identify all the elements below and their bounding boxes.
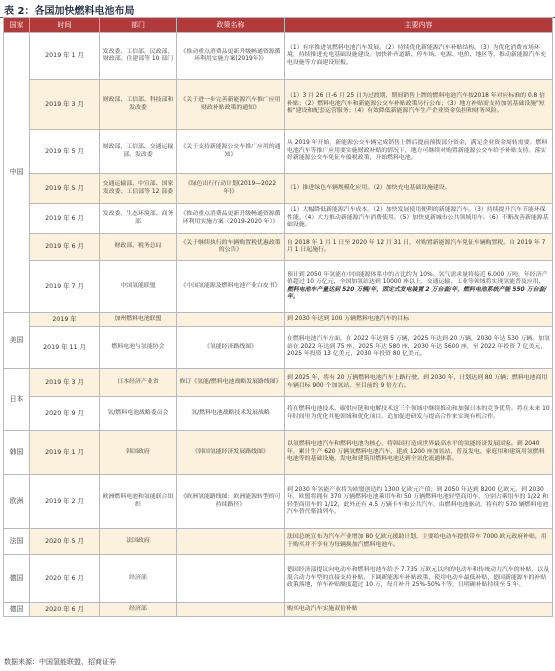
policy-cell: 《推动重点消费品更新升级畅通资源循环利用实施方案(2019年)》 xyxy=(177,33,285,80)
header-policy: 政策名称 xyxy=(177,18,285,33)
highlighted-text: 燃料电池车产量达到 520 万辆/年，固定式发电装置 2 万台套/年，燃料电池系统产能 550 万台套/年。 xyxy=(287,286,547,300)
table-row xyxy=(4,174,553,204)
content-cell: （1）大幅降低新能源汽车成本。（2）加快发展使用便利的新能源汽车。（3）持续提升汽车节能环保性能。（4）大力推动新能源汽车消费使用。（5）加快更新城市公共领域用车。（6）不断改善新能源基础设施。 xyxy=(285,204,553,234)
dept-cell: 发改委、生态环境部、商务部 xyxy=(100,204,177,234)
content-cell: 德国经济部提议向电动车和燃料电池车给予 7.735 万欧元以内的电动车和传统动力汽车的补贴，以及混合动力车型的直接支持补贴，下调新能源车补贴政策，使用电动车最低补贴，德国新能源车的补贴政策落地，单车补贴额度超过 10 万，每月补升 25%-50%不等，且明确补贴持续至 5 年。 xyxy=(285,555,553,603)
time-cell: 2019 年 3 月 xyxy=(30,369,100,397)
content-cell: 从 2019 年开始，新能源公交车辆完成销售上牌后提前预拨部分资金，满足企业资金周转需要。燃料电池汽车等推广应用要实施财政补贴的情况下，地方可继续对购置新能源公交车给予补贴支持。落实好新能源公交车免征车船税政策，开始燃料电池。 xyxy=(285,130,553,174)
time-cell: 2019 年 5 月 xyxy=(30,130,100,174)
dept-cell: 加州燃料电池联盟 xyxy=(100,313,177,327)
policy-cell: 《氢能经济路线图》 xyxy=(177,327,285,369)
dept-cell: 韩国政府 xyxy=(100,431,177,475)
policy-table xyxy=(3,17,553,617)
policy-cell: 《关于继续执行的车辆购置税优惠政策的公告》 xyxy=(177,234,285,261)
table-row xyxy=(4,130,553,174)
time-cell: 2020 年 6 月 xyxy=(30,555,100,603)
data-source-note: 数据来源：中国氢能联盟、招商证券 xyxy=(4,658,116,666)
header-dept: 部门 xyxy=(100,18,177,33)
content-cell: 到 2030 年氢能产业将为欧盟创造约 1300 亿欧元产值；到 2050 年达到 8200 亿欧元。到 2030 年，欧盟将拥有 370 万辆燃料电池乘用车和 50 万辆燃料电池轻型商用车，分别占乘用车的 1/22 和轻型商用车的 1/12，此外还有 4.5 万辆卡车和公共汽车，由燃料电池驱动，将有约 570 辆燃料电池汽车替代柴油列车。 xyxy=(285,475,553,529)
dept-cell: 法国政府 xyxy=(100,529,177,555)
time-cell: 2019 年 1 月 xyxy=(30,431,100,475)
country-cell: 韩国 xyxy=(4,431,30,475)
policy-cell: 《中国氢能源及燃料电池产业白皮书》 xyxy=(177,261,285,313)
policy-cell xyxy=(177,313,285,327)
content-cell: 购买电动汽车实施双倍补贴 xyxy=(285,603,553,617)
dept-cell: 燃料电池与氢能协会 xyxy=(100,327,177,369)
policy-cell: 《推动重点消费品更新升级畅通资源循环利用实施方案（2019-2020 年）》 xyxy=(177,204,285,234)
policy-cell xyxy=(177,555,285,603)
dept-cell: 财政部、工信部、科技部和发改委 xyxy=(100,80,177,130)
policy-cell xyxy=(177,529,285,555)
dept-cell: 交通运输部、中宣部、国家发改委、工信部等 12 部委 xyxy=(100,174,177,204)
time-cell: 2020 年 6 月 xyxy=(30,603,100,617)
table-title: 表 2：各国加快燃料电池布局 xyxy=(4,6,135,17)
table-row xyxy=(4,475,553,529)
table-row xyxy=(4,555,553,603)
country-cell: 德国 xyxy=(4,603,30,617)
header-country: 国家 xyxy=(4,18,30,33)
table-row xyxy=(4,529,553,555)
content-cell: 以氢燃料电池汽车和燃料电池为核心，将韩国打造成世界最高水平的氢能经济发展国家。到 2040 年，累计生产 620 万辆氢燃料电池汽车，建成 1200 座加氢站，普及发电、家庭用和建筑用氢燃料电池等的基础设施，发电和建筑用燃料电池达到全氢化流通体系。 xyxy=(285,431,553,475)
dept-cell: 中国氢能联盟 xyxy=(100,261,177,313)
country-cell: 美国 xyxy=(4,313,30,369)
table-row xyxy=(4,327,553,369)
policy-cell: 《关于进一步完善新能源汽车推广应用财政补贴政策的通知》 xyxy=(177,80,285,130)
dept-cell: 日本经济产业省 xyxy=(100,369,177,397)
policy-cell: 《绿色出行行动计划(2019—2022 年)》 xyxy=(177,174,285,204)
time-cell: 2019 年 11 月 xyxy=(30,327,100,369)
content-cell: （1）3 月 26 日-6 月 25 日为过渡期，期间销售上牌的燃料电池汽车按2018 年对应标准的 0.8 倍补贴；（2）燃料电池汽车和新能源公交车补贴政策另行公布；（3）地方补贴需支持加氢基础设施"短板"建设和配套运营服务；（4）有效降低新能源汽车生产企业资金负担和财务风险。 xyxy=(285,80,553,130)
country-cell: 法国 xyxy=(4,529,30,555)
table-row xyxy=(4,431,553,475)
content-cell: （1）有序推进氢燃料电池汽车发展。（2）持续优化新能源汽车补贴结构。（3）为优化消费市场环境，持续推进充电基础设施建设。加快补齐道路、停车场、电源、电价、地区等，推动新能源汽车充电设施等方面建设短板。 xyxy=(285,33,553,80)
policy-cell: 氢/燃料电池战略技术发展战略 xyxy=(177,397,285,431)
header-time: 时间 xyxy=(30,18,100,33)
policy-cell: 修订《氢能/燃料电池战略发展路线图》 xyxy=(177,369,285,397)
content-cell: 将在燃料电池技术、碳供应链和电解技术这三个领域中继续推动和加强日本的竞争优势。将在未来 10 年时间里为优化其他领域和优化项目，追加促进研发与提高合作来实现有机合作。 xyxy=(285,397,553,431)
table-row xyxy=(4,234,553,261)
table-row xyxy=(4,397,553,431)
time-cell: 2019 年 1 月 xyxy=(30,33,100,80)
time-cell: 2019 年 2 月 xyxy=(30,475,100,529)
content-cell: 到 2030 年达到 100 万辆燃料电池汽车的目标 xyxy=(285,313,553,327)
dept-cell: 财政部、税务总局 xyxy=(100,234,177,261)
time-cell: 2020 年 5 月 xyxy=(30,529,100,555)
content-cell: 到 2025 年，将有 20 万辆燃料电池汽车上路行驶，到 2030 年，计划达到 80 万辆；燃料电池商用车辆目标 900 个加氢站，至目前约 9 倍左右。 xyxy=(285,369,553,397)
content-cell: 在燃料电池汽车方面，在 2022 年达到 5 万辆，2025 年达到 20 万辆，2030 年达 530 万辆。加氢站在 2022 年达到 75 座，2025 年达 580 座，2030 年达 5600 座，至 2022 年投资 7 亿美元，2025 年投资 13 亿美元，2030 年投资 80 亿美元。 xyxy=(285,327,553,369)
time-cell: 2019 年 6 月 xyxy=(30,234,100,261)
dept-cell: 欧洲燃料电池和氢能联合组织 xyxy=(100,475,177,529)
content-text: 预计到 2050 年氢能在中国能源体系中的占比约为 10%。氢气需求量将接近 6,000 万吨，年经济产值超过 10 万亿元，全国加氢站达到 10000 座以上，交通运输、工业等领域将实现氢能普及应用，燃料电池车产量达到 520 万辆/年，固定式发电装置 2 万台套/年，燃料电池系统产能 550 万台套/年。 xyxy=(287,271,548,300)
time-cell: 2019 年 6 月 xyxy=(30,204,100,234)
time-cell: 2019 年 7 月 xyxy=(30,261,100,313)
table-row xyxy=(4,369,553,397)
policy-cell: 《关于支持新能源公交车推广应用的通知》 xyxy=(177,130,285,174)
policy-cell: 《欧洲氢能路线图：欧洲能源转型的可持续路径》 xyxy=(177,475,285,529)
dept-cell: 氢/燃料电池战略委员会 xyxy=(100,397,177,431)
country-cell: 德国 xyxy=(4,555,30,603)
table-header-row xyxy=(4,18,553,33)
content-cell: （1）推进绿色车辆规模化应用。（2）加快充电基础设施建设。 xyxy=(285,174,553,204)
table-row xyxy=(4,204,553,234)
table-row xyxy=(4,603,553,617)
content-cell: 法国总统宣布为汽车产业增加 80 亿欧元援助计划，主要给电动车提供带车 7000 欧元政府补贴，用于购买并不享有为每辆换加汽燃料电池车。 xyxy=(285,529,553,555)
policy-cell: 《韩国氢能经济发展路线图》 xyxy=(177,431,285,475)
country-cell: 日本 xyxy=(4,369,30,431)
policy-cell xyxy=(177,603,285,617)
table-row xyxy=(4,80,553,130)
dept-cell: 发改委、工信部、民政部、财政部、住建部等 10 部门 xyxy=(100,33,177,80)
table-row xyxy=(4,313,553,327)
time-cell: 2020 年 9 月 xyxy=(30,397,100,431)
table-row xyxy=(4,33,553,80)
table-row xyxy=(4,261,553,313)
content-cell xyxy=(285,261,553,313)
content-cell: 自 2018 年 1 月 1 日至 2020 年 12 月 31 日，对购置新能源汽车免征车辆购置税。自 2019 年 7 月 1 日起施行。 xyxy=(285,234,553,261)
dept-cell: 财政部、工信部、交通运输部、发改委 xyxy=(100,130,177,174)
header-content: 主要内容 xyxy=(285,18,553,33)
time-cell: 2019 年 3 月 xyxy=(30,80,100,130)
country-cell: 中国 xyxy=(4,33,30,313)
dept-cell: 经济部 xyxy=(100,603,177,617)
country-cell: 欧洲 xyxy=(4,475,30,529)
time-cell: 2019 年 5 月 xyxy=(30,174,100,204)
time-cell: 2019 年 xyxy=(30,313,100,327)
dept-cell: 经济部 xyxy=(100,555,177,603)
